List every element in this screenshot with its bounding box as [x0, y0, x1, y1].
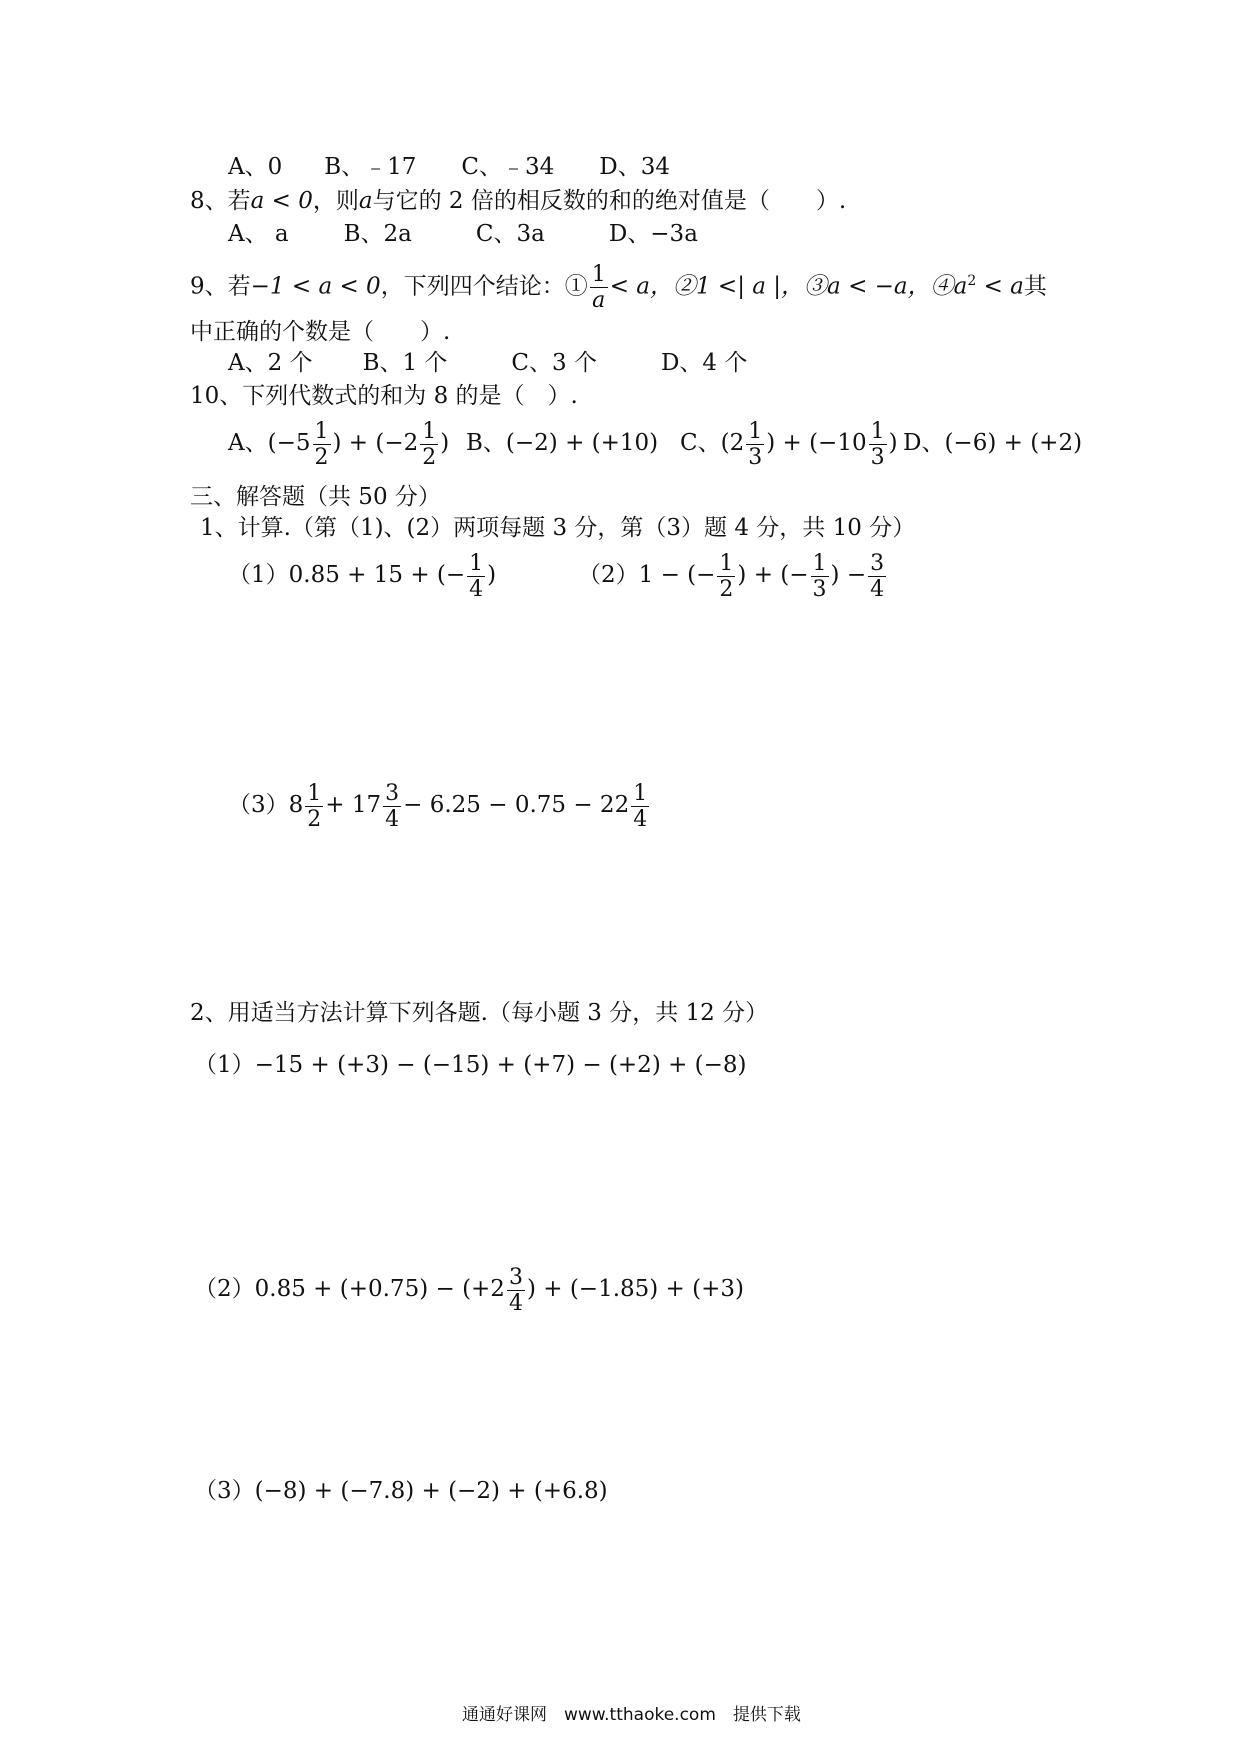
q10-option-c-frac2-num: 1: [870, 418, 885, 444]
q10-option-a: [228, 418, 449, 470]
part-1-q2-pre: 1 − (−: [638, 562, 716, 588]
part-1-q1: [228, 548, 496, 602]
q8-rest: 与它的 2 倍的相反数的和的绝对值是（ ）.: [372, 188, 847, 214]
q7-option-d: D、34: [599, 154, 671, 180]
part-1-q3-op2: − 6.25 − 0.75 − 22: [403, 792, 630, 818]
q9-conclusion-4: ，④a: [907, 273, 968, 300]
q7-option-a: A、0: [228, 154, 283, 180]
q8-option-c: C、3a: [475, 221, 545, 247]
part-1-q1-frac: [467, 551, 485, 602]
q7-option-c: C、﹣34: [461, 154, 555, 180]
part-1-q3-frac3-den: 4: [633, 806, 648, 832]
part-1-q1-frac-den: 4: [469, 576, 484, 602]
q10-option-a-frac1: [313, 419, 331, 470]
part-1-q3-frac2-num: 3: [385, 780, 400, 806]
part-2-q3: [194, 1476, 608, 1506]
q9-condition: −1 < a < 0: [250, 273, 381, 300]
part-1-q3-label: （3）: [228, 792, 289, 818]
q9-tail: 其: [1023, 273, 1047, 300]
q10-option-c-frac2-den: 3: [870, 444, 885, 470]
q9-stem-line2: 中正确的个数是（ ）.: [190, 319, 451, 345]
q8-variable: a: [358, 188, 373, 214]
q10-option-a-frac2-den: 2: [422, 444, 437, 470]
part-1-q3-frac3: [631, 781, 649, 832]
q8-stem: [190, 186, 846, 216]
q9-fraction: [590, 262, 608, 313]
q10-option-a-frac2-num: 1: [422, 418, 437, 444]
q10-option-a-frac1-num: 1: [314, 418, 329, 444]
q9-conclusion-1-tail: < a: [609, 273, 650, 300]
q10-option-b: [466, 428, 658, 458]
q9-option-a: A、2 个: [228, 350, 313, 376]
q8-option-b: B、2a: [343, 221, 412, 247]
q10-option-a-part3: ): [440, 430, 450, 456]
q9-conclusion-4-tail: < a: [976, 273, 1024, 300]
part-2-q2-frac-num: 3: [508, 1264, 523, 1290]
page-footer: 通通好课网 www.tthaoke.com 提供下载: [462, 1705, 801, 1725]
part-1-q1-pre: 0.85 + 15 + (−: [288, 562, 466, 588]
q10-option-d: [903, 428, 1082, 458]
part-2-q2-post: ) + (−1.85) + (+3): [526, 1276, 744, 1302]
part-1-q1-frac-num: 1: [469, 550, 484, 576]
part-1-q2-label: （2）: [578, 562, 639, 588]
q9-conclusion-3: ，③a < −a: [781, 273, 908, 300]
part-1-q2-frac2-num: 1: [812, 550, 827, 576]
part-1-q2-frac3-den: 4: [870, 576, 885, 602]
q9-mid: ，下列四个结论：①: [380, 273, 588, 300]
q10-option-d-label: D、: [903, 430, 945, 456]
q8-mid: ，则: [312, 188, 359, 214]
part-1-q2-frac1-den: 2: [719, 576, 734, 602]
q10-option-a-label: A、: [228, 430, 268, 456]
q9-stem: [190, 262, 1047, 313]
q10-option-c-frac1-den: 3: [748, 444, 763, 470]
q7-option-b: B、﹣17: [324, 154, 417, 180]
part-1-q2-frac1-num: 1: [719, 550, 734, 576]
part-1-q3-frac1: [305, 781, 323, 832]
part-1-q3-whole1: 8: [288, 792, 304, 818]
part-1-q1-post: ): [487, 562, 497, 588]
part-1-q3-frac2-den: 4: [385, 806, 400, 832]
q8-condition: a < 0: [250, 188, 313, 214]
part-2-q2-label: （2）: [194, 1276, 255, 1302]
part-1-q3-frac1-den: 2: [307, 806, 322, 832]
q10-option-c-frac1-num: 1: [748, 418, 763, 444]
part-1-q2: [578, 548, 888, 602]
q9-exponent: 2: [967, 272, 977, 289]
q10-option-c-label: C、: [680, 430, 721, 456]
part-2-q3-expr: (−8) + (−7.8) + (−2) + (+6.8): [254, 1478, 608, 1504]
part-1-q2-frac1: [717, 551, 735, 602]
q10-option-d-expr: (−6) + (+2): [944, 430, 1083, 456]
part-1-q2-frac3-num: 3: [870, 550, 885, 576]
part-1-q3-frac3-num: 1: [633, 780, 648, 806]
q9-conclusion-2: ，②1 <| a |: [649, 273, 782, 300]
q10-option-b-label: B、: [466, 430, 506, 456]
part-1-q1-label: （1）: [228, 562, 289, 588]
part-1-q3-frac1-num: 1: [307, 780, 322, 806]
q10-option-c: [680, 418, 898, 470]
q10-option-a-part1: (−5: [267, 430, 311, 456]
q9-fraction-numerator: 1: [591, 262, 606, 287]
part-1-q3-op1: + 17: [325, 792, 382, 818]
section-3-title: 三、解答题（共 50 分）: [190, 484, 441, 510]
part-1-q2-mid2: ) −: [830, 562, 867, 588]
part-2-q1-expr: −15 + (+3) − (−15) + (+7) − (+2) + (−8): [254, 1052, 747, 1078]
part-1-q2-mid: ) + (−: [737, 562, 809, 588]
part-2-q2-pre: 0.85 + (+0.75) − (+2: [254, 1276, 505, 1302]
q10-stem: 10、下列代数式的和为 8 的是（ ）.: [190, 383, 578, 409]
q10-option-a-frac2: [420, 419, 438, 470]
q10-option-c-part3: ): [888, 430, 898, 456]
part-2-q2-frac: [507, 1265, 525, 1316]
part-1-q2-frac2: [811, 551, 829, 602]
part-1-q3: [228, 778, 651, 832]
q10-option-a-frac1-den: 2: [314, 444, 329, 470]
part-2-q2-frac-den: 4: [508, 1290, 523, 1316]
q9-prefix: 9、若: [190, 273, 251, 300]
q9-option-d: D、4 个: [660, 350, 748, 376]
q8-option-d: D、−3a: [608, 221, 698, 247]
q10-option-c-frac1: [746, 419, 764, 470]
q10-option-c-part1: (2: [720, 430, 745, 456]
q10-option-c-part2: ) + (−10: [766, 430, 867, 456]
q8-option-a: A、 a: [228, 221, 289, 247]
q9-option-c: C、3 个: [511, 350, 597, 376]
q9-options: [228, 348, 747, 378]
part-1-q2-frac2-den: 3: [812, 576, 827, 602]
q9-fraction-denominator: a: [592, 288, 606, 313]
q10-option-a-part2: ) + (−2: [332, 430, 419, 456]
q8-prefix: 8、若: [190, 188, 251, 214]
part-2-q1: [194, 1050, 747, 1080]
part-1-q3-frac2: [383, 781, 401, 832]
part-2-stem: 2、用适当方法计算下列各题.（每小题 3 分，共 12 分）: [190, 1000, 769, 1026]
part-2-q2: [194, 1262, 744, 1316]
q10-option-b-expr: (−2) + (+10): [505, 430, 659, 456]
part-1-q2-frac3: [868, 551, 886, 602]
q7-options: [228, 152, 670, 182]
part-2-q1-label: （1）: [194, 1052, 255, 1078]
part-1-stem: 1、计算.（第（1)、(2）两项每题 3 分，第（3）题 4 分，共 10 分）: [200, 515, 916, 541]
q8-options: [228, 219, 698, 249]
q9-option-b: B、1 个: [362, 350, 448, 376]
q10-option-c-frac2: [869, 419, 887, 470]
part-2-q3-label: （3）: [194, 1478, 255, 1504]
